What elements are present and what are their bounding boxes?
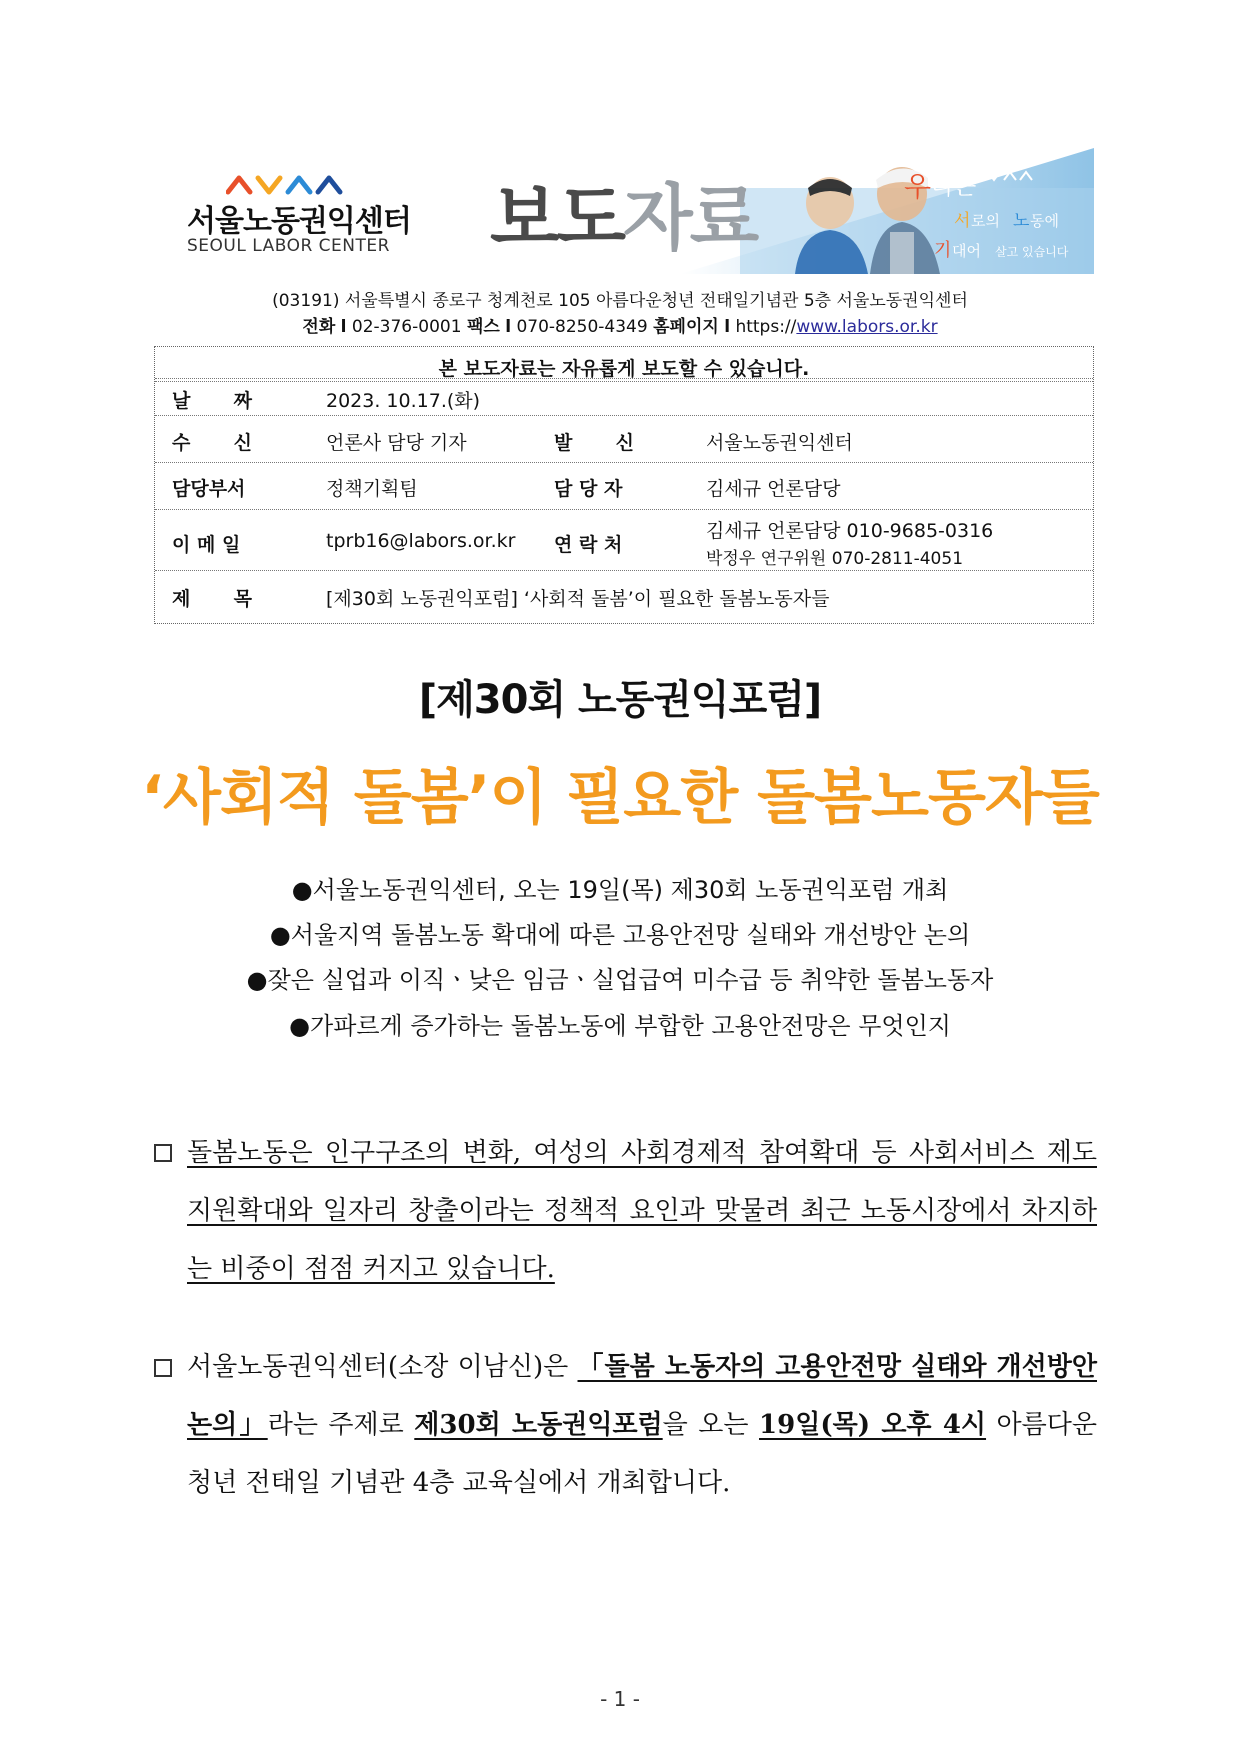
date-label: 날 짜 [172,390,252,412]
forum-title: [제30회 노동권익포럼] [418,677,822,723]
table-divider [155,381,1093,382]
banner-title: 보도자료 [490,176,757,260]
bullet-2: ●서울지역 돌봄노동 확대에 따른 고용안전망 실태와 개선방안 논의 [269,921,971,949]
email-value[interactable]: tprb16@labors.or.kr [326,530,516,552]
svg-text:로의: 로의 [971,212,1000,230]
info-table [154,346,1094,624]
bullet-4: ●가파르게 증가하는 돌봄노동에 부합한 고용안전망은 무엇인지 [289,1012,951,1040]
paragraph-2: 서울노동권익센터(소장 이남신)은 「돌봄 노동자의 고용안전망 실태와 개선방안 논의」라는 주제로 제30회 노동권익포럼을 오는 19일(목) 오후 4시 아름다운청년 전태일 기념관 4층 교육실에서 개최합니다. [187,1352,1098,1498]
logo-english: SEOUL LABOR CENTER [187,236,390,256]
dept-value: 정책기획팀 [326,478,418,500]
slogan-line-1: 우 [904,170,932,203]
date-value: 2023. 10.17.(화) [326,390,481,412]
page-number: - 1 - [600,1687,640,1711]
contact-value-1: 김세규 언론담당 010-9685-0316 [706,520,994,542]
to-value: 언론사 담당 기자 [326,432,467,454]
to-label: 수 신 [172,432,252,454]
bullet-3: ●잦은 실업과 이직ㆍ낮은 임금ㆍ실업급여 미수급 등 취약한 돌봄노동자 [246,966,994,994]
svg-text:동에: 동에 [1030,212,1059,230]
paragraph-1: 돌봄노동은 인구구조의 변화, 여성의 사회경제적 참여확대 등 사회서비스 제도 지원확대와 일자리 창출이라는 정책적 요인과 맞물려 최근 노동시장에서 차지하는 비중이 점점 커지고 있습니다. [187,1138,1097,1284]
from-value: 서울노동권익센터 [706,432,853,454]
dept-label: 담당부서 [172,478,246,500]
person-label: 담 당 자 [554,478,623,500]
contact-label: 연 락 처 [554,534,623,556]
address: (03191) 서울특별시 종로구 청계천로 105 아름다운청년 전태일기념관 5층 서울노동권익센터 [272,291,968,311]
contact-value-2: 박정우 연구위원 070-2811-4051 [706,549,964,569]
svg-text:서: 서 [954,211,971,231]
contact-line: 전화 l 02-376-0001 팩스 l 070-8250-4349 홈페이지 l https://www.labors.or.kr [302,317,938,337]
svg-text:살고 있습니다: 살고 있습니다 [995,245,1069,259]
checkbox-square [154,1144,172,1162]
email-label: 이 메 일 [172,534,241,556]
slogan-line-1-rest: 리는 [930,172,977,200]
homepage-link[interactable]: www.labors.or.kr [796,317,938,337]
svg-text:기: 기 [934,240,952,261]
subject-value: [제30회 노동권익포럼] ‘사회적 돌봄’이 필요한 돌봄노동자들 [326,588,830,610]
logo-marks [226,172,346,196]
table-divider [155,509,1093,510]
table-divider [155,462,1093,463]
table-divider [155,570,1093,571]
logo-name: 서울노동권익센터 [187,204,411,239]
svg-text:대어: 대어 [952,242,981,260]
free-to-publish-notice: 본 보도자료는 자유롭게 보도할 수 있습니다. [438,358,810,380]
checkbox-square [154,1359,172,1377]
from-label: 발 신 [554,432,634,454]
headline: ‘사회적 돌봄’이 필요한 돌봄노동자들 [141,763,1099,833]
svg-text:노: 노 [1013,211,1030,231]
person-value: 김세규 언론담당 [706,478,841,500]
bullet-1: ●서울노동권익센터, 오는 19일(목) 제30회 노동권익포럼 개최 [291,876,949,904]
subject-label: 제 목 [172,588,252,610]
table-divider [155,415,1093,416]
